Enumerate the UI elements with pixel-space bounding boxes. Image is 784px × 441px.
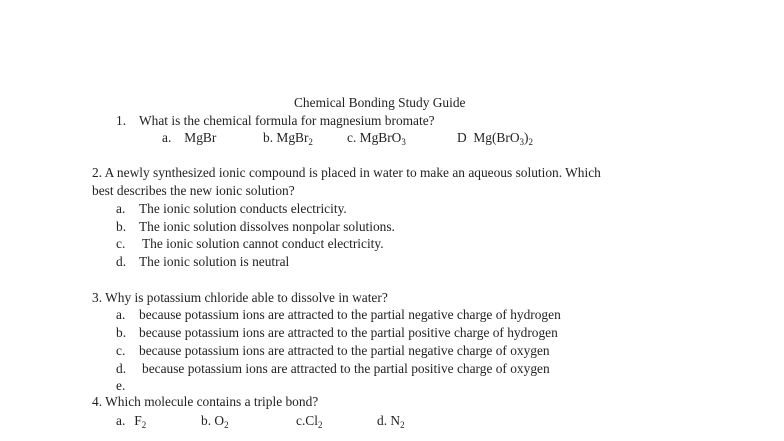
q2-option-b-letter: b. — [116, 219, 127, 234]
q4-option-c — [296, 412, 322, 429]
q4-text: 4. Which molecule contains a triple bond? — [92, 394, 319, 409]
q3-option-e-letter: e. — [116, 378, 126, 393]
option-text: MgBr — [184, 130, 217, 145]
option-formula: Mg(BrO — [473, 130, 520, 145]
option-letter: D — [457, 130, 467, 145]
option-letter: b. — [263, 130, 274, 145]
q3-option-d-text: because potassium ions are attracted to the partial positive charge of oxygen — [142, 361, 550, 376]
q1-option-a — [162, 129, 216, 146]
q3-option-b-letter: b. — [116, 325, 127, 340]
q2-option-a-text: The ionic solution conducts electricity. — [139, 201, 347, 216]
q3-option-c-text: because potassium ions are attracted to the partial negative charge of oxygen — [139, 343, 550, 358]
subscript: 2 — [317, 420, 323, 430]
q2-text-line2: best describes the new ionic solution? — [92, 183, 295, 198]
subscript: 2 — [400, 420, 405, 430]
q2-option-d-letter: d. — [116, 254, 127, 269]
q2-option-a-letter: a. — [116, 201, 126, 216]
q2-text-line1: 2. A newly synthesized ionic compound is placed in water to make an aqueous solution. Which — [92, 165, 601, 180]
q2-option-d-text: The ionic solution is neutral — [139, 254, 290, 269]
q3-option-d-letter: d. — [116, 361, 127, 376]
q2-option-c-letter: c. — [116, 236, 126, 251]
subscript: 2 — [141, 420, 147, 430]
option-formula: F — [134, 413, 142, 428]
q4-option-d — [377, 412, 405, 429]
q1-option-d — [457, 129, 533, 146]
option-formula: O — [214, 413, 225, 428]
option-letter: a. — [116, 413, 126, 428]
q4-option-b — [201, 412, 229, 429]
option-letter: b. — [201, 413, 212, 428]
q3-option-a-text: because potassium ions are attracted to the partial negative charge of hydrogen — [139, 307, 561, 322]
option-formula: Cl — [305, 413, 318, 428]
q2-option-c-text: The ionic solution cannot conduct electricity. — [142, 236, 384, 251]
q1-option-c — [347, 129, 406, 146]
option-formula: N — [390, 413, 401, 428]
option-formula-close: ) — [524, 130, 529, 145]
q2-option-b-text: The ionic solution dissolves nonpolar solutions. — [139, 219, 395, 234]
q3-option-c-letter: c. — [116, 343, 126, 358]
option-letter: c. — [296, 413, 306, 428]
q4-option-a — [116, 412, 146, 429]
q3-text: 3. Why is potassium chloride able to dissolve in water? — [92, 290, 388, 305]
option-letter: d. — [377, 413, 388, 428]
subscript: 2 — [224, 420, 229, 430]
option-letter: a. — [162, 130, 172, 145]
page-title: Chemical Bonding Study Guide — [294, 95, 466, 110]
subscript: 3 — [519, 137, 524, 147]
q3-option-b-text: because potassium ions are attracted to the partial positive charge of hydrogen — [139, 325, 558, 340]
q3-option-a-letter: a. — [116, 307, 126, 322]
subscript: 3 — [401, 137, 406, 147]
option-formula: MgBr — [276, 130, 309, 145]
q1-option-b — [263, 129, 313, 146]
q1-number: 1. — [116, 113, 127, 128]
q1-text: What is the chemical formula for magnesium bromate? — [139, 113, 435, 128]
subscript: 2 — [528, 137, 533, 147]
option-formula: MgBrO — [359, 130, 402, 145]
subscript: 2 — [308, 137, 313, 147]
option-letter: c. — [347, 130, 357, 145]
